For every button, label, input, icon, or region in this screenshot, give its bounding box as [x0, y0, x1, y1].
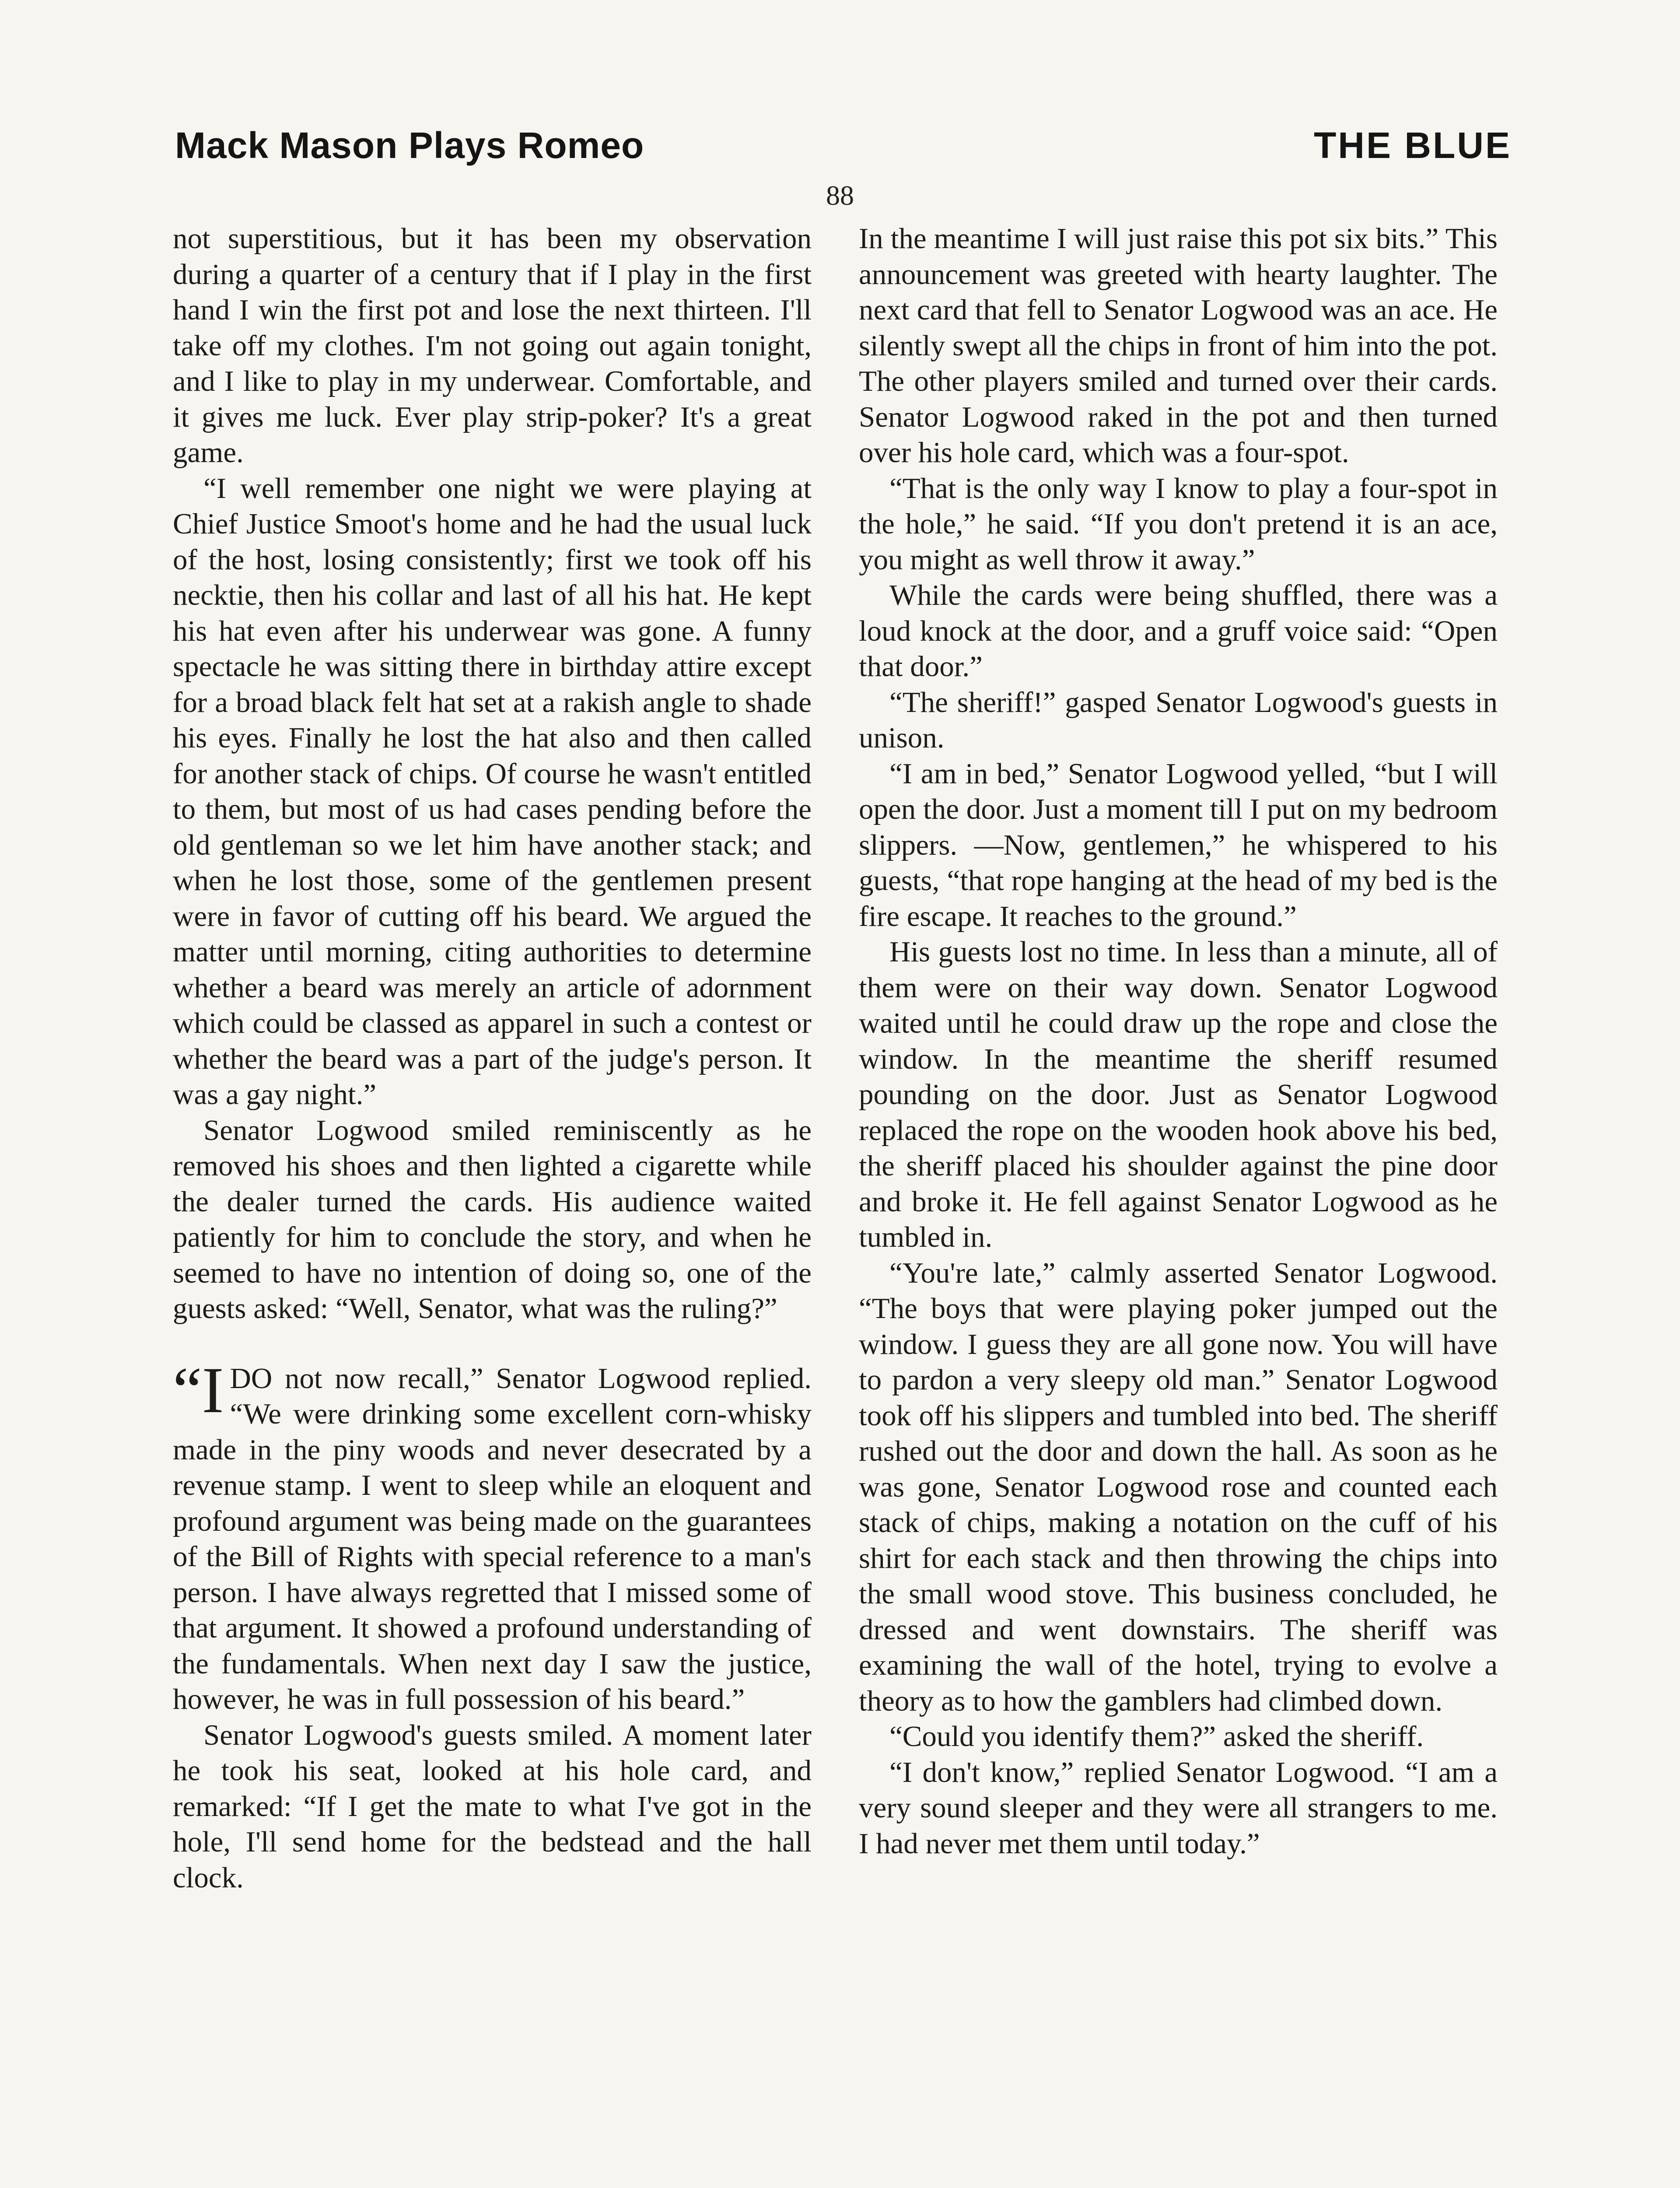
paragraph: Senator Logwood's guests smiled. A moment later he took his seat, looked at his hole card, and remarked: “If I get the mate to what I've got in the hole, I'll send home for the bedstead and the hall clock.: [173, 1718, 812, 1894]
paragraph: “I well remember one night we were playing at Chief Justice Smoot's home and he had the usual luck of the host, losing consistently; first we took off his necktie, then his collar and last of all his hat. He kept his hat even after his underwear was gone. A funny spectacle he was sitting there in birthday attire except for a broad black felt hat set at a rakish angle to shade his eyes. Finally he lost the hat also and then called for another stack of chips. Of course he wasn't entitled to them, but most of us had cases pending before the old gentleman so we let him have another stack; and when he lost those, some of the gentlemen present were in favor of cutting off his beard. We argued the matter until morning, citing authorities to determine whether a beard was merely an article of adornment which could be classed as apparel in such a contest or whether the beard was a part of the judge's person. It was a gay night.”: [173, 472, 812, 1111]
page-number: 88: [826, 180, 854, 211]
paragraph: “You're late,” calmly asserted Senator Logwood. “The boys that were playing poker jumped out the window. I guess they are all gone now. You will have to pardon a very sleepy old man.” Senator Logwood took off his slippers and tumbled into bed. The sheriff rushed out the door and down the hall. As soon as he was gone, Senator Logwood rose and counted each stack of chips, making a notation on the cuff of his shirt for each stack and then throwing the chips into the small wood stove. This business concluded, he dressed and went downstairs. The sheriff was examining the wall of the hotel, trying to evolve a theory as to how the gamblers had climbed down.: [859, 1256, 1498, 1717]
paragraph: “I don't know,” replied Senator Logwood. “I am a very sound sleeper and they were all strangers to me. I had never met them until today.”: [859, 1756, 1498, 1860]
dropcap-paragraph: [173, 1353, 812, 1718]
paragraph: “The sheriff!” gasped Senator Logwood's guests in unison.: [859, 686, 1498, 754]
paragraph: Senator Logwood smiled reminiscently as he removed his shoes and then lighted a cigarette while the dealer turned the cards. His audience waited patiently for him to conclude the story, and when he seemed to have no intention of doing so, one of the guests asked: “Well, Senator, what was the ruling?”: [173, 1114, 812, 1325]
text-column-left: [173, 221, 812, 1896]
paragraph: “That is the only way I know to play a four-spot in the hole,” he said. “If you don't pretend it is an ace, you might as well throw it away.”: [859, 472, 1498, 576]
drop-cap: “I: [173, 1353, 224, 1427]
paragraph: In the meantime I will just raise this pot six bits.” This announcement was greeted with hearty laughter. The next card that fell to Senator Logwood was an ace. He silently swept all the chips in front of him into the pot. The other players smiled and turned over their cards. Senator Logwood raked in the pot and then turned over his hole card, which was a four-spot.: [859, 222, 1498, 469]
dropcap-paragraph-text: DO not now recall,” Senator Logwood replied. “We were drinking some excellent corn-whisky made in the piny woods and never desecrated by a revenue stamp. I went to sleep while an eloquent and profound argument was being made on the guarantees of the Bill of Rights with special reference to a man's person. I have always regretted that I missed some of that argument. It showed a profound understanding of the fundamentals. When next day I saw the justice, however, he was in full possession of his beard.”: [173, 1362, 812, 1715]
paragraph: “I am in bed,” Senator Logwood yelled, “but I will open the door. Just a moment till I put on my bedroom slippers. —Now, gentlemen,” he whispered to his guests, “that rope hanging at the head of my bed is the fire escape. It reaches to the ground.”: [859, 757, 1498, 933]
magazine-name: THE BLUE: [1314, 125, 1512, 166]
running-title: Mack Mason Plays Romeo: [175, 125, 644, 166]
paragraph: While the cards were being shuffled, there was a loud knock at the door, and a gruff voice said: “Open that door.”: [859, 579, 1498, 683]
paragraph: His guests lost no time. In less than a minute, all of them were on their way down. Senator Logwood waited until he could draw up the rope and close the window. In the meantime the sheriff resumed pounding on the door. Just as Senator Logwood replaced the rope on the wooden hook above his bed, the sheriff placed his shoulder against the pine door and broke it. He fell against Senator Logwood as he tumbled in.: [859, 936, 1498, 1253]
text-column-right: [859, 221, 1498, 1862]
paragraph: “Could you identify them?” asked the sheriff.: [889, 1720, 1424, 1753]
paragraph: not superstitious, but it has been my observation during a quarter of a century that if I play in the first hand I win the first pot and lose the next thirteen. I'll take off my clothes. I'm not going out again tonight, and I like to play in my underwear. Comfortable, and it gives me luck. Ever play strip-poker? It's a great game.: [173, 222, 812, 469]
